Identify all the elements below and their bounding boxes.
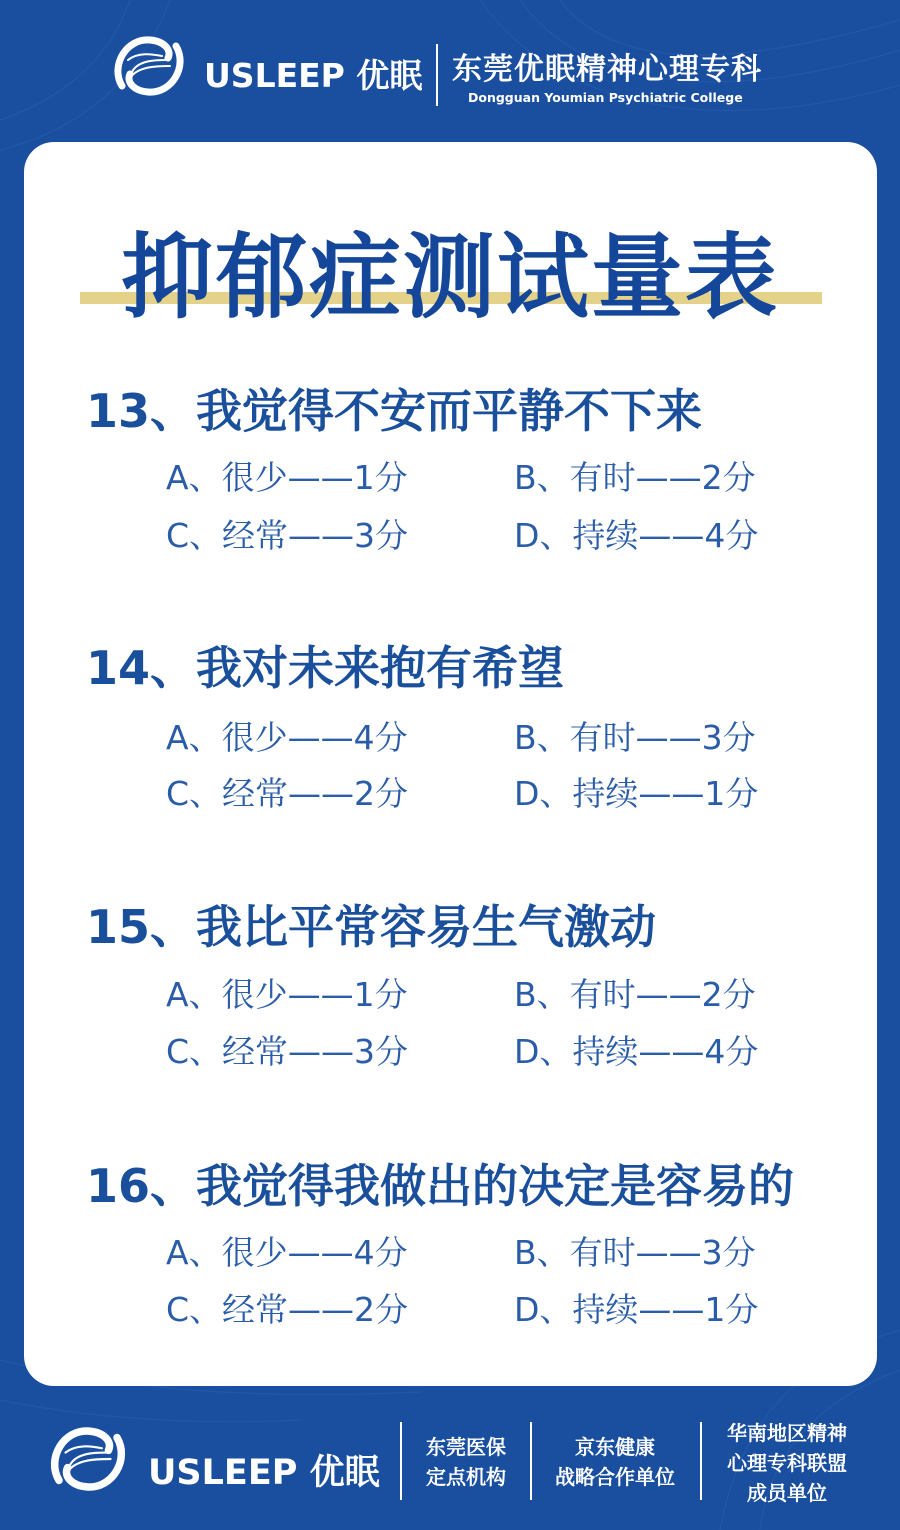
option-a: A、很少——1分 [166, 975, 408, 1014]
footer-divider [530, 1422, 532, 1500]
footer-block-medical-insurance [412, 1432, 520, 1492]
option-c: C、经常——3分 [166, 516, 409, 555]
footer-line: 成员单位 [747, 1481, 827, 1505]
footer-line: 华南地区精神 [727, 1421, 847, 1445]
option-a: A、很少——4分 [166, 718, 408, 757]
footer-line: 京东健康 [575, 1435, 655, 1459]
question-14: 14、我对未来抱有希望 [86, 641, 565, 695]
option-a: A、很少——4分 [166, 1233, 408, 1272]
college-name-en: Dongguan Youmian Psychiatric College [468, 90, 743, 105]
footer-line: 东莞医保 [426, 1435, 506, 1459]
option-b: B、有时——3分 [514, 1233, 756, 1272]
option-d: D、持续——4分 [514, 516, 759, 555]
option-b: B、有时——2分 [514, 975, 756, 1014]
footer-line: 心理专科联盟 [727, 1451, 847, 1475]
footer-divider [700, 1422, 702, 1500]
usleep-logo-icon [44, 1420, 132, 1498]
option-d: D、持续——1分 [514, 1290, 759, 1329]
option-b: B、有时——3分 [514, 718, 756, 757]
footer-line: 战略合作单位 [555, 1465, 675, 1489]
usleep-logo-icon [108, 30, 190, 102]
question-13: 13、我觉得不安而平静不下来 [86, 384, 703, 438]
header [0, 0, 900, 140]
footer-brand: USLEEP 优眠 [148, 1453, 380, 1493]
option-d: D、持续——4分 [514, 1032, 759, 1071]
question-15: 15、我比平常容易生气激动 [86, 900, 657, 954]
footer-divider [400, 1422, 402, 1500]
page-title: 抑郁症测试量表 [120, 224, 779, 331]
option-b: B、有时——2分 [514, 458, 756, 497]
brand-name: USLEEP 优眠 [204, 56, 423, 95]
footer-block-alliance [712, 1418, 862, 1508]
option-c: C、经常——2分 [166, 774, 409, 813]
option-c: C、经常——2分 [166, 1290, 409, 1329]
option-c: C、经常——3分 [166, 1032, 409, 1071]
option-d: D、持续——1分 [514, 774, 759, 813]
footer-block-jd-health [542, 1432, 688, 1492]
footer-line: 定点机构 [426, 1465, 506, 1489]
option-a: A、很少——1分 [166, 458, 408, 497]
college-name-cn: 东莞优眠精神心理专科 [452, 52, 762, 87]
question-16: 16、我觉得我做出的决定是容易的 [86, 1159, 795, 1213]
header-divider [436, 44, 438, 106]
